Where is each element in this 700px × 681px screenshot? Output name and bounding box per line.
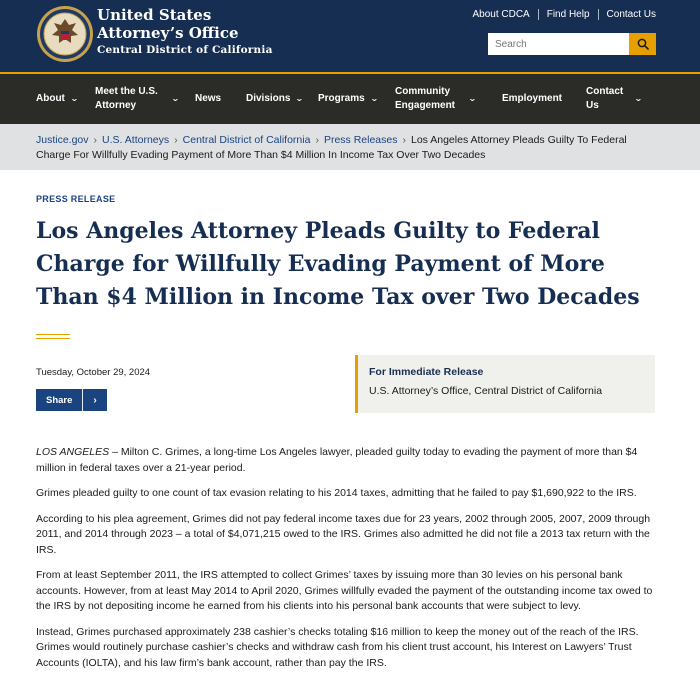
breadcrumb-separator-icon: › bbox=[93, 134, 98, 146]
search-form bbox=[488, 33, 656, 55]
breadcrumb-current: Los Angeles Attorney Pleads Guilty To Federal Charge For Willfully Evading Payment of More Than $4 Million In Income Tax Over Two Decades bbox=[36, 134, 627, 161]
breadcrumb-separator-icon: › bbox=[315, 134, 319, 146]
nav-item-programs[interactable] bbox=[318, 92, 395, 106]
breadcrumb-separator-icon: › bbox=[174, 134, 178, 146]
article-paragraph: Grimes pleaded guilty to one count of tax evasion relating to his 2014 taxes, admitting that he failed to pay $1,690,922 to the IRS. bbox=[36, 487, 637, 499]
agency-line-1: United States bbox=[97, 6, 212, 24]
chevron-right-icon: › bbox=[93, 394, 97, 406]
release-office: U.S. Attorney’s Office, Central District of California bbox=[369, 385, 603, 397]
chevron-down-icon: ⌄ bbox=[634, 94, 643, 103]
article bbox=[0, 194, 700, 671]
article-body bbox=[36, 445, 666, 671]
release-title: For Immediate Release bbox=[369, 366, 484, 378]
agency-name[interactable] bbox=[97, 6, 273, 58]
page-title: Los Angeles Attorney Pleads Guilty to Federal Charge for Willfully Evading Payment of More Than $4 Million in Income Tax over Two Decades bbox=[36, 218, 640, 310]
search-input[interactable] bbox=[488, 33, 629, 55]
article-paragraph bbox=[36, 445, 666, 476]
release-info-box bbox=[355, 355, 655, 413]
article-dateline: LOS ANGELES bbox=[36, 446, 110, 458]
nav-item-label-line-1: Meet the U.S. bbox=[95, 86, 158, 97]
article-paragraph: From at least September 2011, the IRS attempted to collect Grimes’ taxes by issuing more than 30 levies on his personal bank accounts. However, from at least May 2014 to April 2020, Grimes willfully evaded the payment of the outstanding income tax owed to the IRS by not depositing income he earned from his clients into his personal bank accounts that were subject to levy. bbox=[36, 569, 653, 612]
nav-item-label-line-1: Community bbox=[395, 86, 450, 97]
nav-item-label-line-2: Us bbox=[586, 100, 599, 111]
article-kicker: PRESS RELEASE bbox=[36, 194, 116, 204]
nav-item-label: Programs bbox=[318, 93, 365, 104]
article-meta bbox=[36, 355, 664, 445]
agency-line-3: Central District of California bbox=[97, 44, 273, 56]
share-button[interactable] bbox=[36, 389, 107, 411]
breadcrumb bbox=[0, 124, 700, 170]
nav-item-news[interactable] bbox=[195, 92, 246, 106]
nav-item-label: About bbox=[36, 93, 65, 104]
breadcrumb-link-us-attorneys[interactable]: U.S. Attorneys bbox=[102, 134, 170, 146]
nav-item-label bbox=[95, 85, 158, 113]
nav-item-label-line-1: Contact bbox=[586, 86, 624, 97]
agency-line-2: Attorney’s Office bbox=[97, 24, 239, 42]
utility-link-contact-us[interactable]: Contact Us bbox=[606, 9, 656, 20]
chevron-down-icon: ⌄ bbox=[170, 94, 180, 103]
nav-item-community-engagement[interactable] bbox=[395, 85, 502, 113]
nav-item-about[interactable] bbox=[36, 92, 95, 106]
breadcrumb-link-central-district[interactable]: Central District of California bbox=[182, 134, 311, 146]
share-button-label: Share bbox=[46, 394, 73, 406]
nav-item-label: Divisions bbox=[246, 93, 291, 104]
article-date: Tuesday, October 29, 2024 bbox=[36, 367, 151, 378]
utility-nav bbox=[472, 9, 656, 20]
chevron-down-icon: ⌄ bbox=[369, 94, 379, 103]
breadcrumb-link-press-releases[interactable]: Press Releases bbox=[323, 134, 398, 146]
article-paragraph-text: – Milton C. Grimes, a long-time Los Angeles lawyer, pleaded guilty today to evading the payment of more than $4 million in federal taxes over a 21-year period. bbox=[36, 446, 638, 474]
breadcrumb-link-justice-gov[interactable]: Justice.gov bbox=[36, 134, 89, 146]
search-button[interactable] bbox=[629, 33, 656, 55]
nav-item-label bbox=[586, 85, 623, 113]
utility-link-find-help[interactable]: Find Help bbox=[546, 9, 590, 20]
chevron-down-icon: ⌄ bbox=[468, 94, 477, 103]
nav-item-meet-the-us-attorney[interactable] bbox=[95, 85, 195, 113]
breadcrumb-separator-icon: › bbox=[402, 134, 406, 146]
article-paragraph: According to his plea agreement, Grimes did not pay federal income taxes due for 23 years, 2002 through 2005, 2007, 2009 through 2011, and 2014 through 2023 – a total of $4,071,215 owed to the IRS. Grimes also admitted he did not file a 2013 tax return with the IRS. bbox=[36, 512, 651, 556]
main-nav bbox=[0, 74, 700, 124]
title-divider bbox=[36, 334, 70, 339]
nav-item-divisions[interactable] bbox=[246, 92, 318, 106]
doj-seal-icon[interactable] bbox=[36, 5, 94, 63]
nav-item-label bbox=[395, 85, 455, 113]
nav-item-label-line-2: Attorney bbox=[95, 100, 137, 111]
article-paragraph: Instead, Grimes purchased approximately 238 cashier’s checks totaling $16 million to keep the money out of the reach of the IRS. Grimes would routinely purchase cashier’s checks and withdraw cash from his client trust account, his Interest on Lawyers’ Trust Accounts (IOLTA), and his law firm’s bank account, rather than pay the IRS. bbox=[36, 625, 639, 669]
nav-item-employment[interactable] bbox=[502, 92, 586, 106]
nav-item-label-line-2: Engagement bbox=[395, 100, 456, 111]
site-header bbox=[0, 0, 700, 72]
utility-divider bbox=[538, 9, 539, 20]
nav-item-contact-us[interactable] bbox=[586, 85, 646, 113]
chevron-down-icon: ⌄ bbox=[69, 94, 79, 103]
utility-divider bbox=[598, 9, 599, 20]
utility-link-about-cdca[interactable]: About CDCA bbox=[472, 9, 530, 20]
search-icon bbox=[637, 38, 649, 50]
nav-item-label: News bbox=[195, 93, 222, 104]
chevron-down-icon: ⌄ bbox=[295, 94, 305, 103]
nav-item-label: Employment bbox=[502, 93, 563, 104]
share-button-divider bbox=[82, 389, 83, 411]
